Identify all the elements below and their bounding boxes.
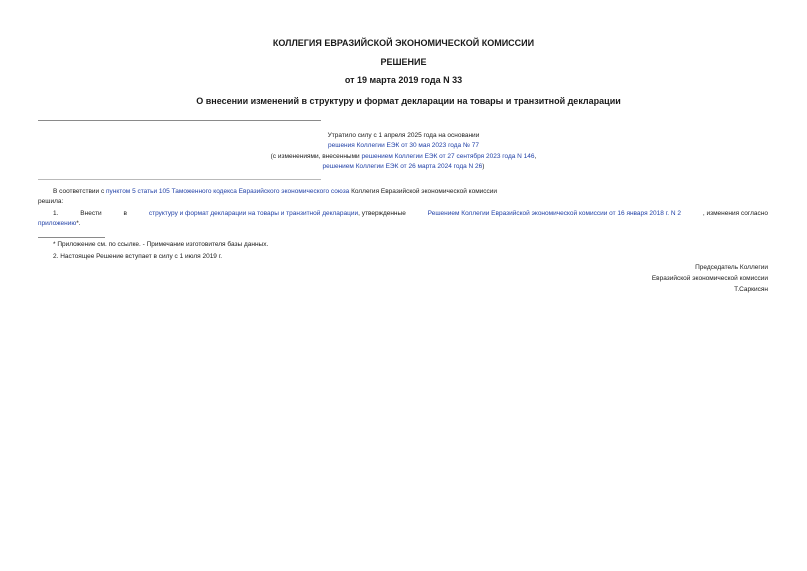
status-note-line <box>0 141 807 151</box>
basis-suffix: Коллегия Евразийской экономической комиссии <box>349 188 498 195</box>
declaration-structure-link[interactable]: структуру и формат декларации на товары и транзитной декларации <box>148 210 359 217</box>
header-divider <box>38 120 321 121</box>
amendments-prefix: (с изменениями, внесенными <box>270 153 362 160</box>
issuer-title: КОЛЛЕГИЯ ЕВРАЗИЙСКОЙ ЭКОНОМИЧЕСКОЙ КОМИССИИ <box>272 38 535 48</box>
repeal-decision-link[interactable]: решения Коллегии ЕЭК от 30 мая 2023 года № 77 <box>328 142 479 149</box>
amendments-comma: , <box>534 153 537 160</box>
signatory-organization: Евразийской экономической комиссии <box>651 275 768 282</box>
signatory-role: Председатель Коллегии <box>695 264 768 271</box>
status-note-line <box>0 131 807 141</box>
footnote-marker: *. <box>76 220 81 227</box>
decided-word: решила: <box>38 198 64 205</box>
status-note-line <box>0 162 807 172</box>
amendment-decision-26-link[interactable]: решением Коллегии ЕЭК от 26 марта 2024 года N 26 <box>322 163 483 170</box>
item-1-paragraph <box>53 209 768 219</box>
item-1-continuation <box>38 219 81 229</box>
status-note-line <box>0 152 807 162</box>
appendix-link[interactable]: приложению <box>38 220 77 227</box>
signatory-name: Т.Саркисян <box>734 286 768 293</box>
decision-2-link[interactable]: Решением Коллегии Евразийской экономической комиссии от 16 января 2018 г. N 2 <box>427 210 681 217</box>
status-note-text: Утратило силу с 1 апреля 2025 года на основании <box>327 132 480 139</box>
item-1-approved: , утвержденные <box>358 210 406 217</box>
footnote-divider <box>38 237 105 238</box>
item-1-number: 1. <box>53 210 59 217</box>
customs-code-link[interactable]: пунктом 5 статьи 105 Таможенного кодекса Евразийского экономического союза <box>106 188 350 195</box>
item-1-word: в <box>123 210 127 217</box>
amendment-decision-146-link[interactable]: решением Коллегии ЕЭК от 27 сентября 2023 года N 146 <box>361 153 535 160</box>
document-title: О внесении изменений в структуру и формат декларации на товары и транзитной декларации <box>196 96 621 106</box>
document-date: от 19 марта 2019 года N 33 <box>344 75 463 85</box>
document-kind: РЕШЕНИЕ <box>380 57 427 67</box>
amendments-close: ) <box>482 163 485 170</box>
status-divider <box>38 179 321 180</box>
footnote-text: * Приложение см. по ссылке. - Примечание изготовителя базы данных. <box>53 241 269 248</box>
item-1-tail: , изменения согласно <box>702 210 768 217</box>
item-1-line <box>53 209 768 219</box>
basis-prefix: В соответствии с <box>53 188 107 195</box>
basis-paragraph <box>53 187 497 197</box>
item-1-word: Внести <box>80 210 102 217</box>
item-2-paragraph: 2. Настоящее Решение вступает в силу с 1 июля 2019 г. <box>53 253 223 260</box>
